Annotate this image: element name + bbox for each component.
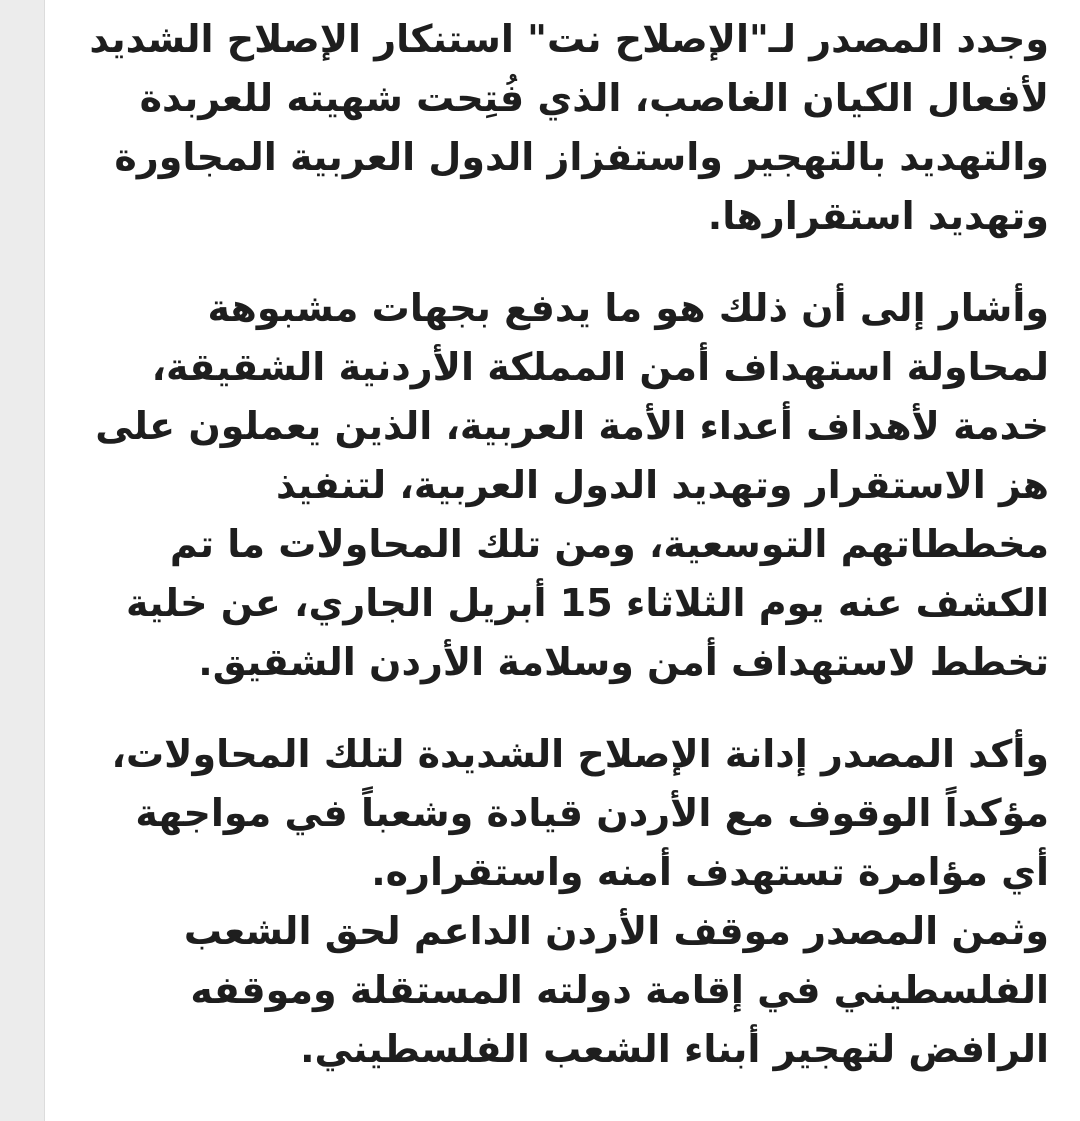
paragraph-palestine-position: وثمن المصدر موقف الأردن الداعم لحق الشعب الفلسطيني في إقامة دولته المستقلة وموقفه الرافض لتهجير أبناء الشعب الفلسطيني. [183, 909, 1049, 1071]
article-page [44, 0, 1080, 1121]
paragraph-solidarity: وأكد المصدر إدانة الإصلاح الشديدة لتلك المحاولات، مؤكداً الوقوف مع الأردن قيادة وشعباً في مواجهة أي مؤامرة تستهدف أمنه واستقراره. [111, 732, 1049, 894]
article-body [81, 10, 1049, 1079]
paragraph-jordan-threat: وأشار إلى أن ذلك هو ما يدفع بجهات مشبوهة لمحاولة استهداف أمن المملكة الأردنية الشقيقة، خدمة لأهداف أعداء الأمة العربية، الذين يعملون على هز الاستقرار وتهديد الدول العربية، لتنفيذ مخططاتهم التوسعية، ومن تلك المحاولات ما تم الكشف عنه يوم الثلاثاء 15 أبريل الجاري، عن خلية تخطط لاستهداف أمن وسلامة الأردن الشقيق. [95, 286, 1049, 684]
paragraph-condemnation: وجدد المصدر لـ"الإصلاح نت" استنكار الإصلاح الشديد لأفعال الكيان الغاصب، الذي فُتِحت شهيته للعربدة والتهديد بالتهجير واستفزاز الدول العربية المجاورة وتهديد استقرارها. [89, 17, 1049, 238]
